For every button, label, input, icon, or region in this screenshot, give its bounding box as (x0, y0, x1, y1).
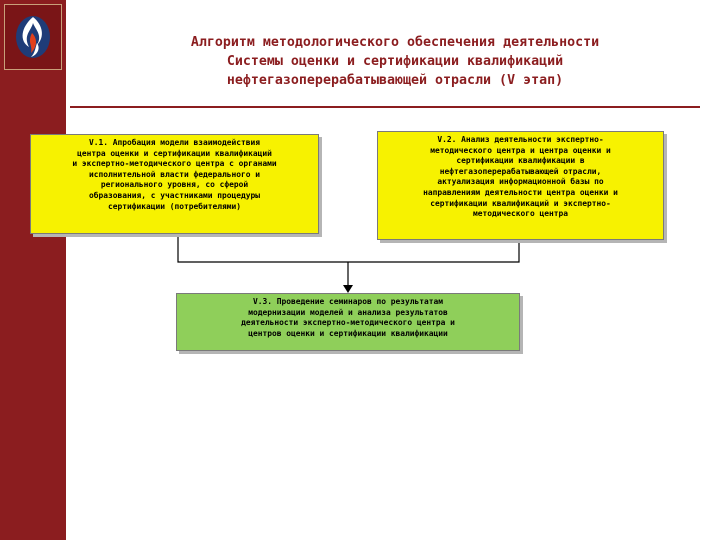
title-line-2: Системы оценки и сертификации квалификаций (226, 54, 564, 69)
connector-v2 (348, 240, 519, 262)
step-v1-line: центра оценки и сертификации квалификаций (77, 148, 272, 158)
step-v3-line: деятельности экспертно-методического центра и (241, 318, 455, 328)
step-v3-line: центров оценки и сертификации квалификации (248, 328, 448, 338)
connector-v1 (178, 234, 348, 262)
step-v2-line: направлениям деятельности центра оценки и (423, 187, 618, 197)
step-v1-line: сертификации (потребителями) (107, 201, 242, 211)
sidebar-stripe (0, 0, 66, 540)
step-v1-line: исполнительной власти федерального и (88, 169, 261, 179)
step-v1-line: образования, с участниками процедуры (88, 190, 261, 200)
step-v3-line: модернизации моделей и анализа результатов (248, 307, 448, 317)
step-v1-line: V.1. Апробация модели взаимодействия (88, 138, 261, 147)
arrow-head (343, 285, 353, 293)
step-v2-line: V.2. Анализ деятельности экспертно- (437, 135, 604, 144)
step-v1-line: регионального уровня, со сферой (100, 180, 249, 190)
step-v2-line: сертификации квалификаций и экспертно- (430, 198, 611, 208)
title-line-1: Алгоритм методологического обеспечения деятельности (190, 35, 600, 50)
title-line-3: нефтегазоперерабатывающей отрасли (V этап) (226, 73, 564, 88)
step-v2-line: нефтегазоперерабатывающей отрасли, (439, 166, 602, 176)
flame-logo-icon (13, 13, 53, 61)
step-box-v2 (377, 131, 664, 240)
step-box-v3 (176, 293, 520, 351)
slide-title (100, 33, 690, 90)
logo (4, 4, 62, 70)
step-v2-line: методического центра и центра оценки и (430, 145, 611, 155)
step-box-v1 (30, 134, 319, 234)
step-v2-line: сертификации квалификации в (456, 156, 585, 166)
step-v3-line: V.3. Проведение семинаров по результатам (252, 297, 444, 306)
step-v2-line: актуализация информационной базы по (437, 177, 604, 187)
step-v2-line: методического центра (472, 209, 568, 219)
step-v1-line: и экспертно-методического центра с органами (72, 159, 277, 169)
title-divider (70, 106, 700, 108)
